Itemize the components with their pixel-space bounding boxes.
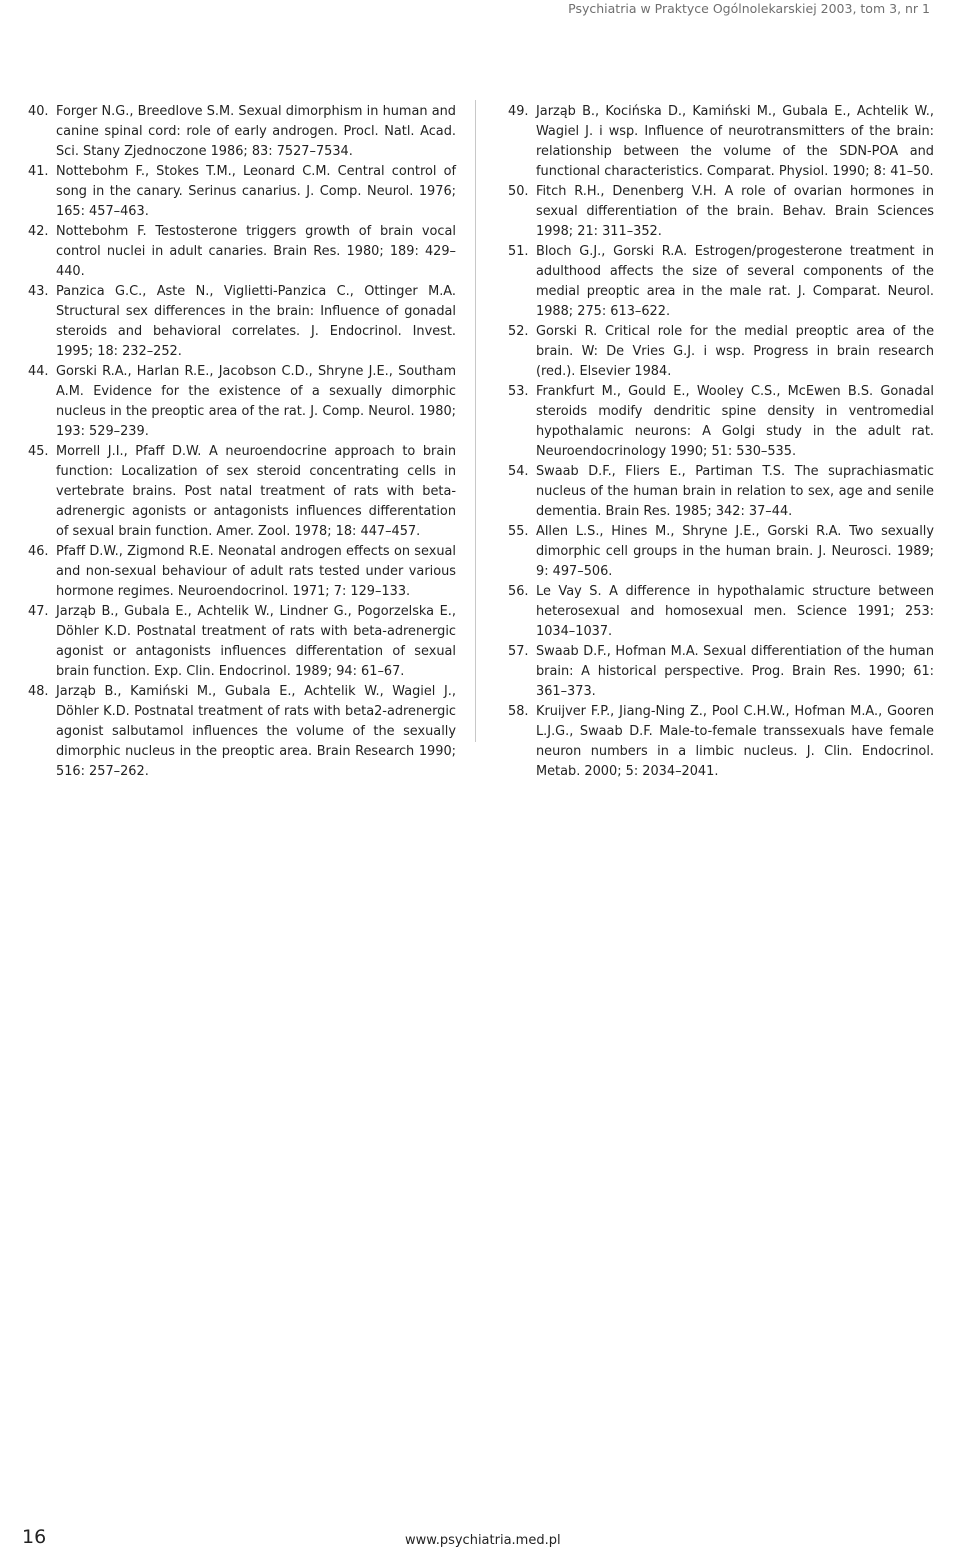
reference-number: 47. xyxy=(28,604,49,619)
reference-number: 42. xyxy=(28,224,49,239)
reference-number: 54. xyxy=(508,464,529,479)
column-divider xyxy=(475,100,476,742)
reference-item xyxy=(28,102,456,162)
reference-item xyxy=(508,322,934,382)
running-header xyxy=(0,0,960,30)
website-url: www.psychiatria.med.pl xyxy=(405,1533,561,1548)
reference-item xyxy=(508,522,934,582)
reference-number: 50. xyxy=(508,184,529,199)
reference-text: Fitch R.H., Denenberg V.H. A role of ovarian hormones in sexual differentiation of the brain. Behav. Brain Sciences 1998; 21: 311–352. xyxy=(536,184,934,239)
reference-item xyxy=(508,582,934,642)
reference-item xyxy=(508,242,934,322)
reference-number: 41. xyxy=(28,164,49,179)
reference-number: 48. xyxy=(28,684,49,699)
references-column-left xyxy=(28,102,456,782)
reference-number: 56. xyxy=(508,584,529,599)
reference-text: Pfaff D.W., Zigmond R.E. Neonatal androgen effects on sexual and non-sexual behaviour of adult rats tested under various hormone regimes. Neuroendocrinol. 1971; 7: 129–133. xyxy=(56,544,456,599)
reference-text: Forger N.G., Breedlove S.M. Sexual dimorphism in human and canine spinal cord: role of early androgen. Procl. Natl. Acad. Sci. Stany Zjednoczone 1986; 83: 7527–7534. xyxy=(56,104,456,159)
reference-number: 46. xyxy=(28,544,49,559)
reference-item xyxy=(28,362,456,442)
reference-item xyxy=(28,442,456,542)
reference-item xyxy=(28,682,456,782)
reference-text: Jarząb B., Gubala E., Achtelik W., Lindner G., Pogorzelska E., Döhler K.D. Postnatal treatment of rats with beta-adrenergic agonist or antagonists influences differentation of sexual brain function. Exp. Clin. Endocrinol. 1989; 94: 61–67. xyxy=(56,604,456,679)
reference-text: Jarząb B., Kamiński M., Gubala E., Achtelik W., Wagiel J., Döhler K.D. Postnatal treatment of rats with beta2-adrenergic agonist salbutamol influences the volume of the sexually dimorphic nucleus in the preoptic area. Brain Research 1990; 516: 257–262. xyxy=(56,684,456,779)
reference-item xyxy=(28,162,456,222)
reference-text: Kruijver F.P., Jiang-Ning Z., Pool C.H.W., Hofman M.A., Gooren L.J.G., Swaab D.F. Male-to-female transsexuals have female neuron numbers in a limbic nucleus. J. Clin. Endocrinol. Metab. 2000; 5: 2034–2041. xyxy=(536,704,934,779)
reference-text: Le Vay S. A difference in hypothalamic structure between heterosexual and homosexual men. Science 1991; 253: 1034–1037. xyxy=(536,584,934,639)
reference-number: 45. xyxy=(28,444,49,459)
reference-text: Gorski R. Critical role for the medial preoptic area of the brain. W: De Vries G.J. i wsp. Progress in brain research (red.). Elsevier 1984. xyxy=(536,324,934,379)
reference-item xyxy=(508,642,934,702)
reference-number: 51. xyxy=(508,244,529,259)
reference-text: Swaab D.F., Hofman M.A. Sexual differentiation of the human brain: A historical perspective. Prog. Brain Res. 1990; 61: 361–373. xyxy=(536,644,934,699)
journal-title: Psychiatria w Praktyce Ogólnolekarskiej 2003, tom 3, nr 1 xyxy=(568,1,930,16)
reference-text: Gorski R.A., Harlan R.E., Jacobson C.D., Shryne J.E., Southam A.M. Evidence for the existence of a sexually dimorphic nucleus in the preoptic area of the rat. J. Comp. Neurol. 1980; 193: 529–239. xyxy=(56,364,456,439)
reference-number: 57. xyxy=(508,644,529,659)
reference-item xyxy=(28,602,456,682)
reference-text: Morrell J.I., Pfaff D.W. A neuroendocrine approach to brain function: Localization of sex steroid concentrating cells in vertebrate brains. Post natal treatment of rats with beta-adrenergic agonists or antagonists influences differentation of sexual brain function. Amer. Zool. 1978; 18: 447–457. xyxy=(56,444,456,539)
reference-number: 40. xyxy=(28,104,49,119)
reference-item xyxy=(508,102,934,182)
reference-text: Nottebohm F., Stokes T.M., Leonard C.M. Central control of song in the canary. Serinus canarius. J. Comp. Neurol. 1976; 165: 457–463. xyxy=(56,164,456,219)
reference-text: Bloch G.J., Gorski R.A. Estrogen/progesterone treatment in adulthood affects the size of several components of the medial preoptic area in the male rat. J. Comparat. Neurol. 1988; 275: 613–622. xyxy=(536,244,934,319)
reference-number: 53. xyxy=(508,384,529,399)
reference-number: 55. xyxy=(508,524,529,539)
reference-text: Allen L.S., Hines M., Shryne J.E., Gorski R.A. Two sexually dimorphic cell groups in the human brain. J. Neurosci. 1989; 9: 497–506. xyxy=(536,524,934,579)
reference-text: Frankfurt M., Gould E., Wooley C.S., McEwen B.S. Gonadal steroids modify dendritic spine density in ventromedial hypothalamic neurons: A Golgi study in the adult rat. Neuroendocrinology 1990; 51: 530–535. xyxy=(536,384,934,459)
reference-item xyxy=(508,382,934,462)
reference-item xyxy=(508,462,934,522)
reference-item xyxy=(508,182,934,242)
reference-item xyxy=(28,542,456,602)
reference-text: Nottebohm F. Testosterone triggers growth of brain vocal control nuclei in adult canaries. Brain Res. 1980; 189: 429–440. xyxy=(56,224,456,279)
reference-item xyxy=(28,282,456,362)
reference-number: 49. xyxy=(508,104,529,119)
page-number: 16 xyxy=(22,1526,47,1548)
reference-item xyxy=(28,222,456,282)
reference-number: 43. xyxy=(28,284,49,299)
reference-text: Jarząb B., Kocińska D., Kamiński M., Gubala E., Achtelik W., Wagiel J. i wsp. Influence of neurotransmitters of the brain: relationship between the volume of the SDN-POA and functional characteristics. Comparat. Physiol. 1990; 8: 41–50. xyxy=(536,104,934,179)
reference-item xyxy=(508,702,934,782)
reference-text: Panzica G.C., Aste N., Viglietti-Panzica C., Ottinger M.A. Structural sex differences in the brain: Influence of gonadal steroids and behavioral correlates. J. Endocrinol. Invest. 1995; 18: 232–252. xyxy=(56,284,456,359)
reference-text: Swaab D.F., Fliers E., Partiman T.S. The suprachiasmatic nucleus of the human brain in relation to sex, age and senile dementia. Brain Res. 1985; 342: 37–44. xyxy=(536,464,934,519)
references-column-right xyxy=(508,102,934,782)
reference-number: 58. xyxy=(508,704,529,719)
reference-number: 44. xyxy=(28,364,49,379)
reference-number: 52. xyxy=(508,324,529,339)
